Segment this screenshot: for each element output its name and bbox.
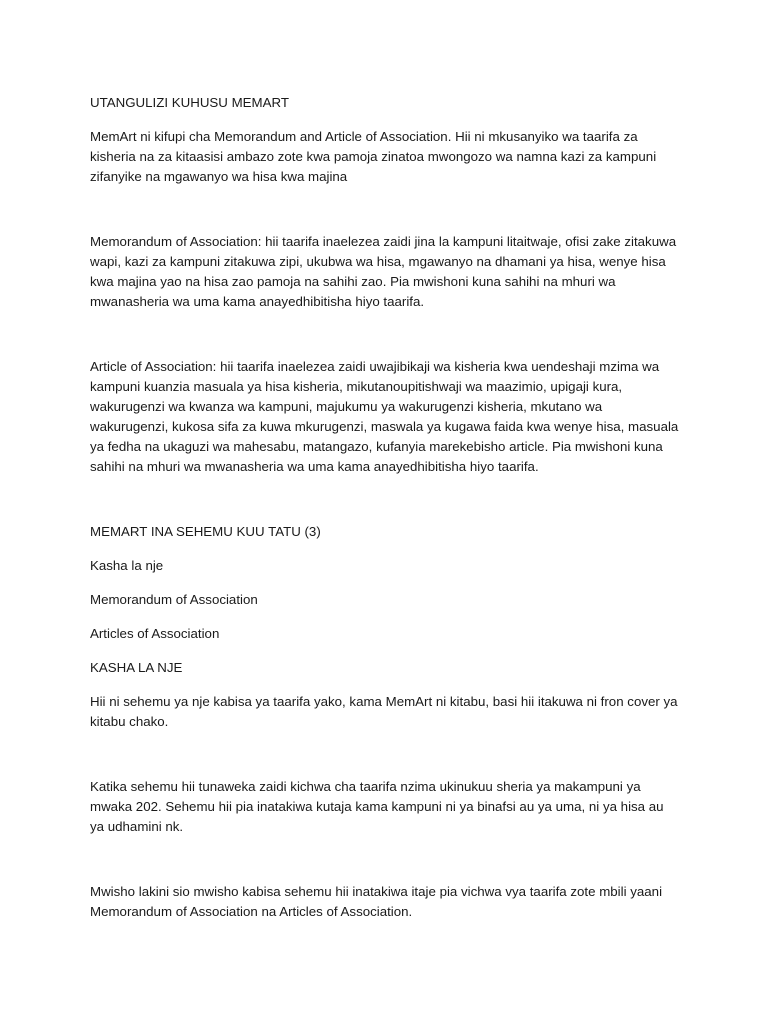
list-item-kasha: Kasha la nje <box>90 558 164 573</box>
paragraph-kasha-2: Katika sehemu hii tunaweka zaidi kichwa cha taarifa nzima ukinukuu sheria ya makampuni ya mwaka 202. Sehemu hii pia inatakiwa kutaja kama kampuni ni ya binafsi au ya uma, ni ya hisa au ya udhamini nk. <box>90 779 664 834</box>
document-body <box>90 93 680 922</box>
heading-intro: UTANGULIZI KUHUSU MEMART <box>90 95 289 110</box>
heading-parts: MEMART INA SEHEMU KUU TATU (3) <box>90 524 321 539</box>
paragraph-kasha-3: Mwisho lakini sio mwisho kabisa sehemu hii inatakiwa itaje pia vichwa vya taarifa zote mbili yaani Memorandum of Association na Articles of Association. <box>90 884 663 919</box>
list-item-memorandum: Memorandum of Association <box>90 592 258 607</box>
heading-kasha: KASHA LA NJE <box>90 660 183 675</box>
paragraph-intro: MemArt ni kifupi cha Memorandum and Article of Association. Hii ni mkusanyiko wa taarifa za kisheria na za kitaasisi ambazo zote kwa pamoja zinatoa mwongozo wa namna kazi za kampuni zifanyike na mgawanyo wa hisa kwa majina <box>90 129 657 184</box>
list-item-articles: Articles of Association <box>90 626 220 641</box>
paragraph-article: Article of Association: hii taarifa inaelezea zaidi uwajibikaji wa kisheria kwa uendeshaji mzima wa kampuni kuanzia masuala ya hisa kisheria, mikutanoupitishwaji wa maazimio, upigaji kura, wakurugenzi wa kwanza wa kampuni, majukumu ya wakurugenzi kisheria, mkutano wa wakurugenzi, kukosa sifa za kuwa mkurugenzi, maswala ya kugawa faida kwa wenye hisa, masuala ya fedha na ukaguzi wa mahesabu, matangazo, kufanyia marekebisho article. Pia mwishoni kuna sahihi na mhuri wa mwanasheria wa uma kama anayedhibitisha hiyo taarifa. <box>90 359 679 474</box>
paragraph-memorandum: Memorandum of Association: hii taarifa inaelezea zaidi jina la kampuni litaitwaje, ofisi zake zitakuwa wapi, kazi za kampuni zitakuwa zipi, ukubwa wa hisa, mgawanyo na dhamani ya hisa, wenye hisa kwa majina yao na hisa zao pamoja na sahihi zao. Pia mwishoni kuna sahihi na mhuri wa mwanasheria wa uma kama anayedhibitisha hiyo taarifa. <box>90 234 677 309</box>
paragraph-kasha-1: Hii ni sehemu ya nje kabisa ya taarifa yako, kama MemArt ni kitabu, basi hii itakuwa ni fron cover ya kitabu chako. <box>90 694 678 729</box>
